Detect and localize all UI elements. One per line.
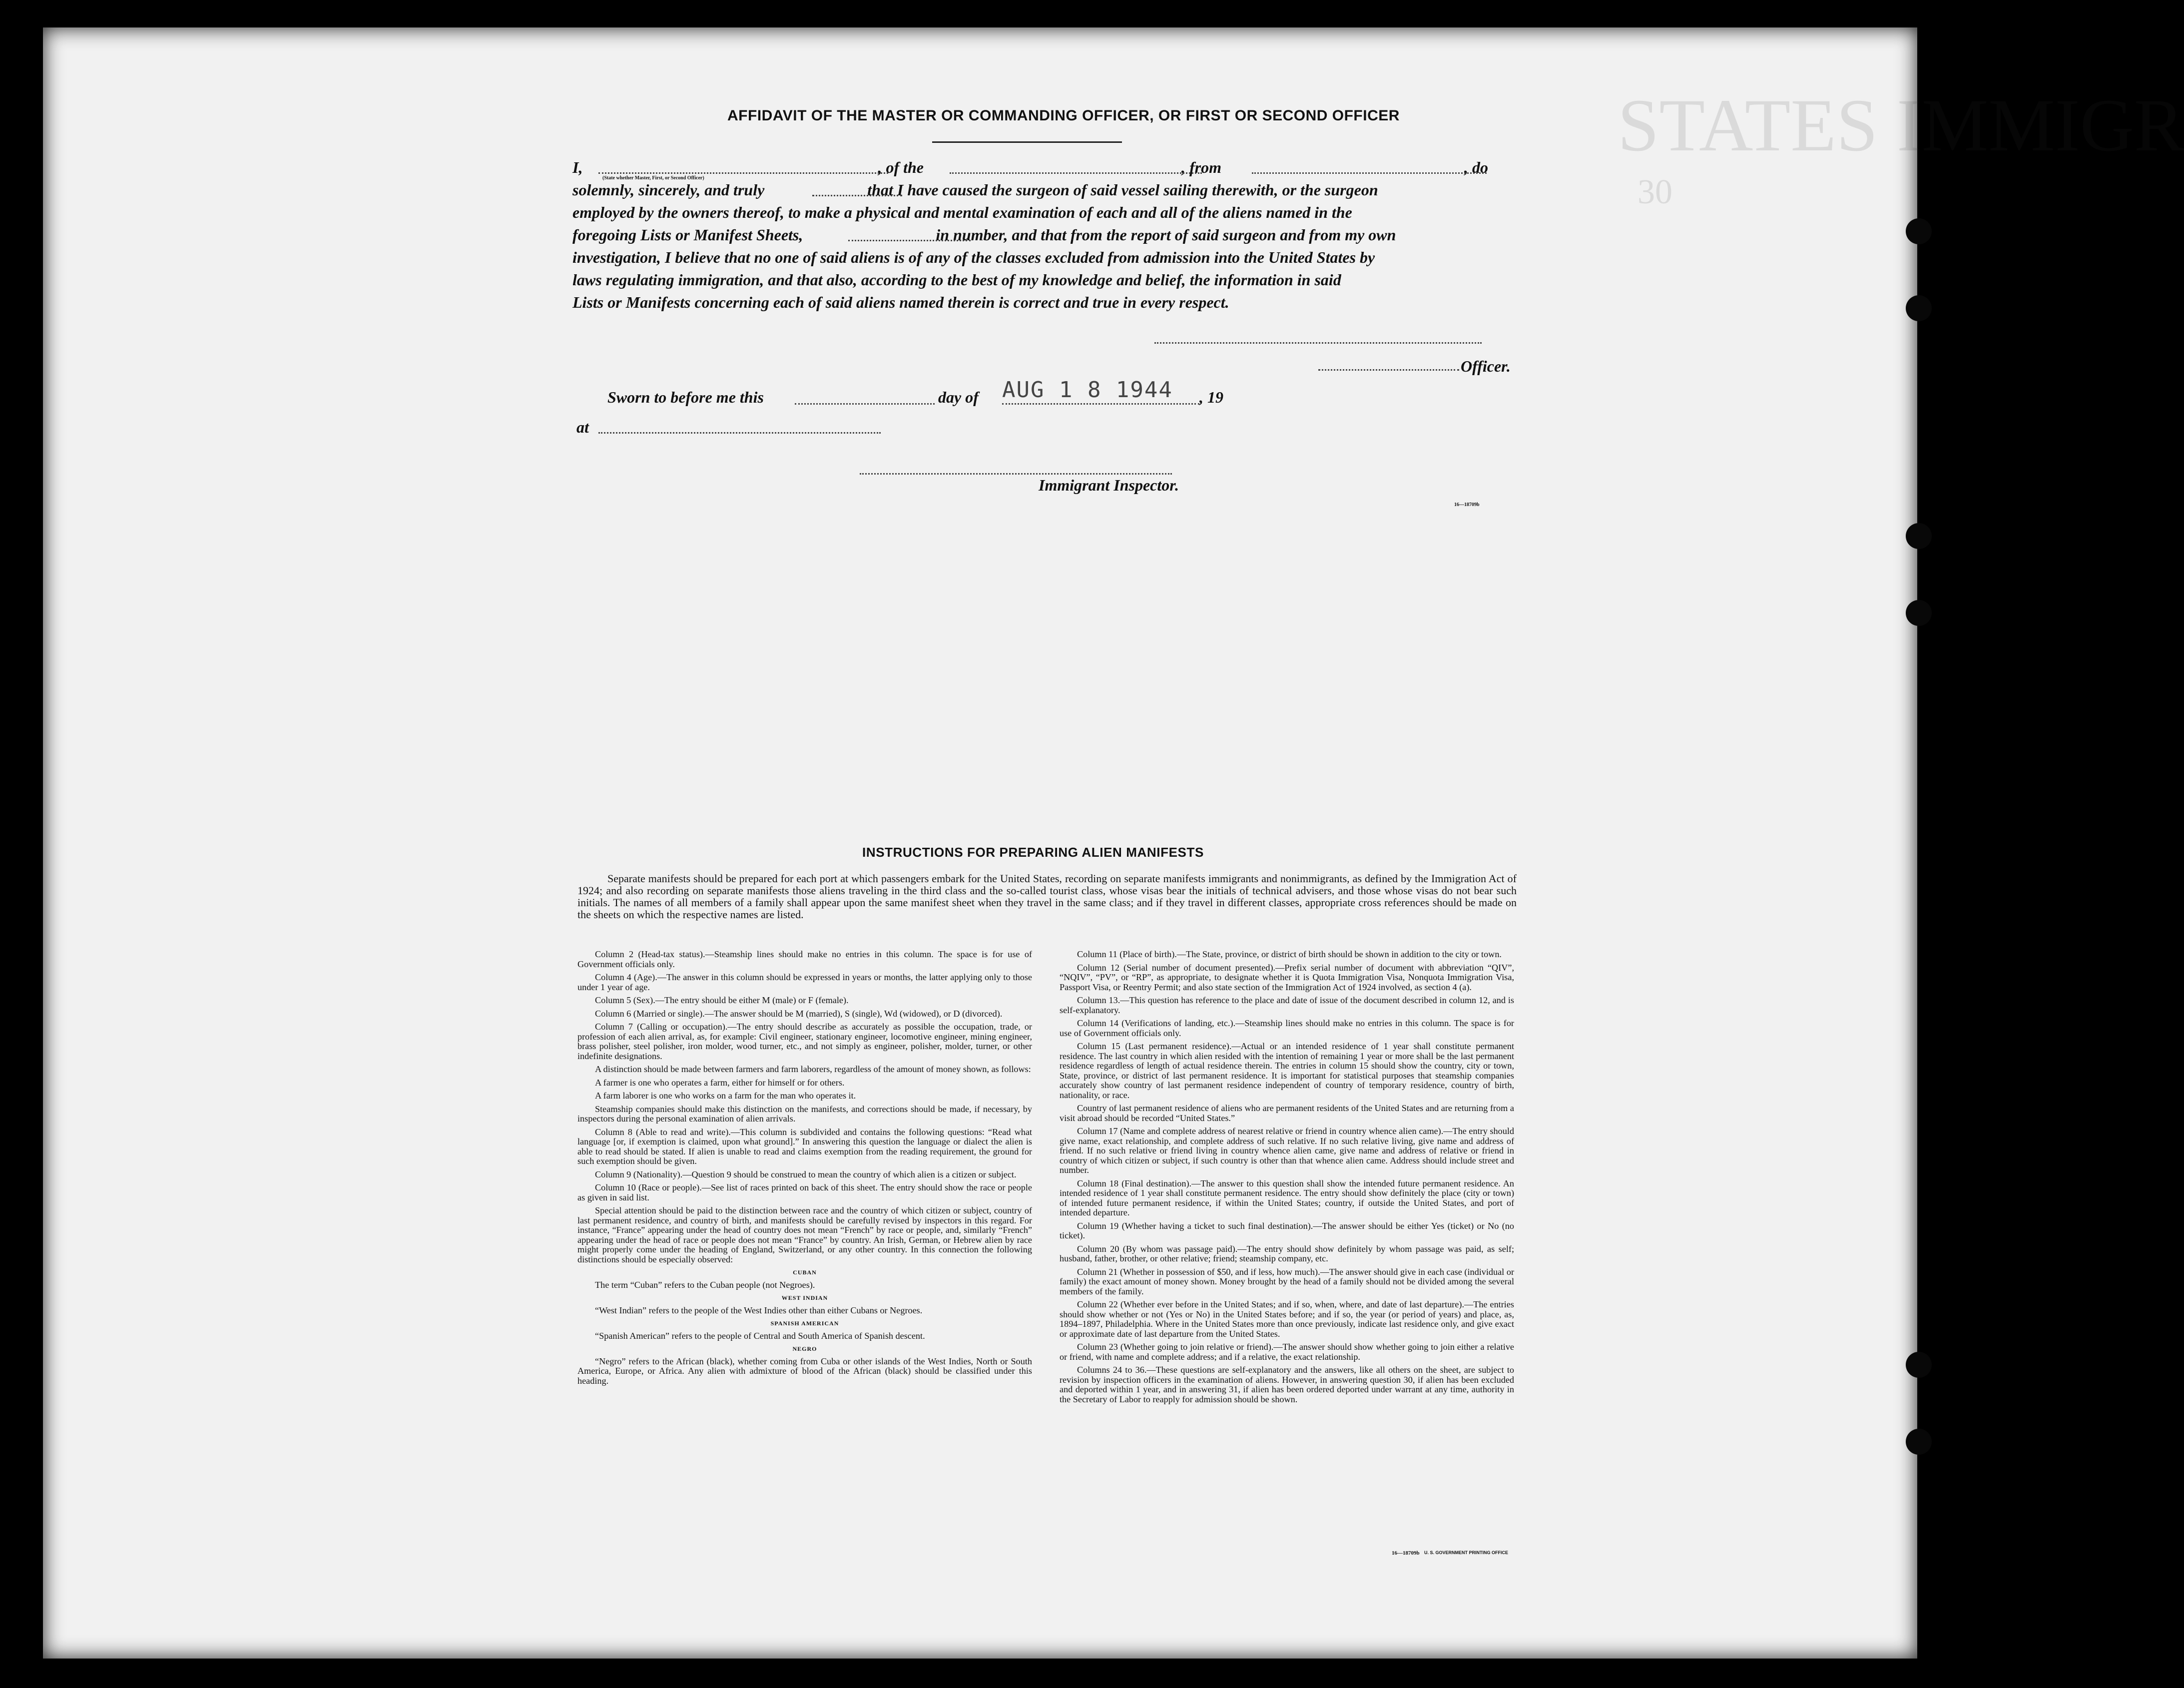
instruction-paragraph: “Negro” refers to the African (black), whether coming from Cuba or other islands of the West Indies, North or South America, Europe, or Africa. Any alien with admixture of blood of the African (black) should be classified under this heading. [577,1356,1032,1386]
state-note: (State whether Master, First, or Second Officer) [602,175,704,181]
aff-line4-a: foregoing Lists or Manifest Sheets, [572,226,803,244]
instruction-paragraph: A farmer is one who operates a farm, either for himself or for others. [595,1077,845,1088]
day-of-label: day of [938,388,979,406]
instruction-paragraph: A farm laborer is one who works on a farm for the man who operates it. [595,1091,856,1101]
instruction-paragraph: Column 20 (By whom was passage paid).—The entry should show definitely by whom passage was paid, as self; husband, father, brother, or other relative; friend; steamship company, etc. [1060,1243,1514,1263]
section-heading: NEGRO [792,1345,817,1352]
instruction-paragraph: Column 13.—This question has reference to the place and date of issue of the document described in column 12, and is self-explanatory. [1060,995,1514,1015]
instruction-paragraph: Column 23 (Whether going to join relative or friend).—The answer should show whether going to join either a relative or friend, with name and complete address; and if a relative, the exact relationship. [1060,1342,1514,1362]
at-label: at [576,418,589,436]
binder-hole [1906,295,1932,321]
vessel-blank[interactable] [950,172,1202,174]
instruction-paragraph: Column 9 (Nationality).—Question 9 should be construed to mean the country of which alien is a citizen or subject. [595,1169,1017,1179]
inspector-label: Immigrant Inspector. [1039,476,1179,494]
instruction-paragraph: Column 17 (Name and complete address of nearest relative or friend in country whence alien came).—The entry should give name, exact relationship, and complete address of such relative. If no such relative living, give name and address of friend. If no such relative or friend living in country whence alien came, give name and address of relative or friend in country of which citizen or subject, if such country is other than that whence alien came. Address should include street and number. [1060,1126,1514,1175]
aff-line3: employed by the owners thereof, to make a physical and mental examination of each and all of the aliens named in the [572,203,1352,221]
instruction-paragraph: Column 2 (Head-tax status).—Steamship lines should make no entries in this column. The space is for use of Government officials only. [577,949,1032,969]
number-blank[interactable] [848,240,971,241]
aff-line4-b: in number, and that from the report of said surgeon and from my own [936,226,1396,244]
binder-hole [1906,1429,1932,1455]
sworn-label: Sworn to before me this [607,388,764,406]
instruction-paragraph: “Spanish American” refers to the people of Central and South America of Spanish descent. [595,1330,925,1341]
at-blank[interactable] [598,432,881,434]
officer-rank-blank[interactable] [598,172,888,174]
instruction-paragraph: Column 12 (Serial number of document presented).—Prefix serial number of document with abbreviation “QIV”, “NQIV”, “PV”, or “RP”, as appropriate, to designate whether it is Quota Immigration Visa, Nonquota Immigration Visa, Passport Visa, or Reentry Permit; and also state section of the Immigration Act of 1924 involved, as section 4 (a). [1060,962,1514,992]
instruction-paragraph: Column 19 (Whether having a ticket to such final destination).—The answer should be either Yes (ticket) or No (no ticket). [1060,1220,1514,1240]
instruction-paragraph: Country of last permanent residence of aliens who are permanent residents of the United States and are returning from a visit abroad should be recorded “United States.” [1060,1103,1514,1123]
year-label: , 19 [1199,388,1223,406]
binder-hole [1906,523,1932,549]
aff-line5: investigation, I believe that no one of said aliens is of any of the classes excluded from admission into the United States by [572,248,1375,266]
instructions-left-column [577,950,1032,1389]
officer-blank[interactable] [1318,369,1459,371]
instruction-paragraph: Column 21 (Whether in possession of $50, and if less, how much).—The answer should give in each case (individual or family) the exact amount of money shown. Money brought by the head of a family should not be divided among the several members of the family. [1060,1266,1514,1296]
instruction-paragraph: Column 6 (Married or single).—The answer should be M (married), S (single), Wd (widowed), or D (divorced). [595,1008,1003,1019]
binder-hole [1906,1352,1932,1378]
instruction-paragraph: Column 4 (Age).—The answer in this column should be expressed in years or months, the latter applying only to those under 1 year of age. [577,972,1032,992]
instruction-paragraph: A distinction should be made between farmers and farm laborers, regardless of the amount of money shown, as follows: [595,1064,1031,1074]
from-blank[interactable] [1252,172,1487,174]
instruction-paragraph: Columns 24 to 36.—These questions are self-explanatory and the answers, like all others on the sheet, are subject to revision by inspection officers in the examination of aliens. However, in answering question 30, if alien has been excluded and deported within 1 year, and in answering 31, if alien has been ordered deported under warrant at any time, authority in the Secretary of Labor to reapply for admission should be shown. [1060,1365,1514,1404]
footer-form-number: 16—18709b [1392,1550,1420,1556]
instruction-paragraph: Column 15 (Last permanent residence).—Actual or an intended residence of 1 year shall constitute permanent residence. The last country in which alien resided with the intention of remaining 1 year or more shall be the last permanent residence regardless of length of actual residence therein. The entries in column 15 should show the country, city or town, State, province, or district of last permanent residence. It is important for statistical purposes that steamship companies accurately show country of last permanent residence independent of country of temporary residence, country of birth, nationality, or race. [1060,1041,1514,1100]
instructions-right-column [1060,950,1514,1408]
aff-line7: Lists or Manifests concerning each of said aliens named therein is correct and true in every respect. [572,293,1229,311]
section-heading: CUBAN [793,1269,817,1276]
instruction-paragraph: Column 22 (Whether ever before in the United States; and if so, when, where, and date of last departure).—The entries should show whether or not (Yes or No) in the United States before; and if so, the year (or period of years) and place, as, 1894–1897, Philadelphia. Where in the United States more than once previously, indicate last residence only, and give exact or approximate date of last departure from the United States. [1060,1299,1514,1339]
aff-do: , do [1464,158,1488,176]
form-page [43,27,2184,1659]
aff-i: I, [572,158,583,176]
affidavit-body [572,156,1516,314]
sworn-day-blank[interactable] [795,403,935,405]
instruction-paragraph: Steamship companies should make this distinction on the manifests, and corrections should be made, if necessary, by inspectors during the personal examination of alien arrivals. [577,1104,1032,1124]
binder-hole [1906,218,1932,244]
instruction-paragraph: Column 18 (Final destination).—The answer to this question shall show the intended future permanent residence. An intended residence of 1 year shall constitute permanent residence. The entry should show definitely the place (city or town) of intended future permanent residence, if within the United States; country, if outside the United States, and port of intended departure. [1060,1178,1514,1217]
title-underline [932,141,1122,143]
instructions-title: INSTRUCTIONS FOR PREPARING ALIEN MANIFESTS [862,845,1204,860]
instruction-paragraph: Column 8 (Able to read and write).—This column is subdivided and contains the following questions: “Read what language [or, if exemption is claimed, upon what ground].” In answering this question the language or dialect the alien is able to read should be stated. If alien is unable to read and claims exemption from the reading requirement, the ground for such exemption should be given. [577,1126,1032,1166]
aff-line2-a: solemnly, sincerely, and truly [572,181,765,199]
instruction-paragraph: Column 7 (Calling or occupation).—The entry should describe as accurately as possible the occupation, trade, or profession of each alien arrival, as, for example: Civil engineer, stationary engineer, locomotive engineer, mining engineer, brass polisher, steel polisher, iron molder, wood turner, etc., and not simply as engineer, polisher, molder, turner, or other indefinite designations. [577,1022,1032,1061]
instruction-paragraph: The term “Cuban” refers to the Cuban people (not Negroes). [595,1279,815,1290]
section-heading: WEST INDIAN [781,1294,828,1301]
sworn-date-blank[interactable] [1002,403,1199,405]
aff-line2-b: that I have caused the surgeon of said vessel sailing therewith, or the surgeon [867,181,1378,199]
bleed-through: STATES IMMIGR 30 [1618,84,2184,211]
signature-blank[interactable] [1154,342,1482,344]
instruction-paragraph: “West Indian” refers to the people of the West Indies other than either Cubans or Negroes. [595,1305,923,1315]
sworn-word-blank[interactable] [812,195,902,196]
instructions-intro: Separate manifests should be prepared for each port at which passengers embark for the United States, recording on separate manifests immigrants and nonimmigrants, as defined by the Immigration Act of 1924; and also recording on separate manifests those aliens traveling in the third class and the so-called tourist class, whose visas bear the initials of technical advisers, and those whose visas do not bear such initials. The names of all members of a family shall appear upon the same manifest sheet when they travel in the same class; and if they travel in different classes, appropriate cross references should be made on the sheets on which the respective names are listed. [577,872,1517,921]
section-heading: SPANISH AMERICAN [770,1320,839,1327]
form-number: 16—18709b [1454,502,1480,508]
instruction-paragraph: Column 14 (Verifications of landing, etc.).—Steamship lines should make no entries in this column. The space is for use of Government officials only. [1060,1018,1514,1038]
footer-printer: U. S. GOVERNMENT PRINTING OFFICE [1424,1550,1509,1555]
aff-of: , of the [878,158,924,176]
affidavit-title: AFFIDAVIT OF THE MASTER OR COMMANDING OFFICER, OR FIRST OR SECOND OFFICER [727,107,1400,124]
instruction-paragraph: Column 5 (Sex).—The entry should be either M (male) or F (female). [595,995,849,1005]
binder-hole [1906,600,1932,626]
instruction-paragraph: Special attention should be paid to the distinction between race and the country of which citizen or subject, country of last permanent residence, and country of birth, and manifests should be carefully revised by inspectors in this regard. For instance, “France” appearing under the head of country does not mean “French” by race or people, and, similarly “French” appearing under the head of race or people does not mean “France” by country. An Irish, German, or Hebrew alien by race might properly come under the heading of England, Switzerland, or any other country. In this connection the following distinctions should be especially observed: [577,1205,1032,1264]
instruction-paragraph: Column 11 (Place of birth).—The State, province, or district of birth should be shown in addition to the city or town. [1077,949,1502,959]
aff-from: , from [1181,158,1221,176]
instruction-paragraph: Column 10 (Race or people).—See list of races printed on back of this sheet. The entry should show the race or people as given in said list. [577,1182,1032,1202]
officer-label: Officer. [1461,357,1511,375]
aff-line6: laws regulating immigration, and that also, according to the best of my knowledge and belief, the information in said [572,271,1341,289]
inspector-blank[interactable] [860,473,1172,475]
date-stamp: AUG 1 8 1944 [1002,377,1173,403]
